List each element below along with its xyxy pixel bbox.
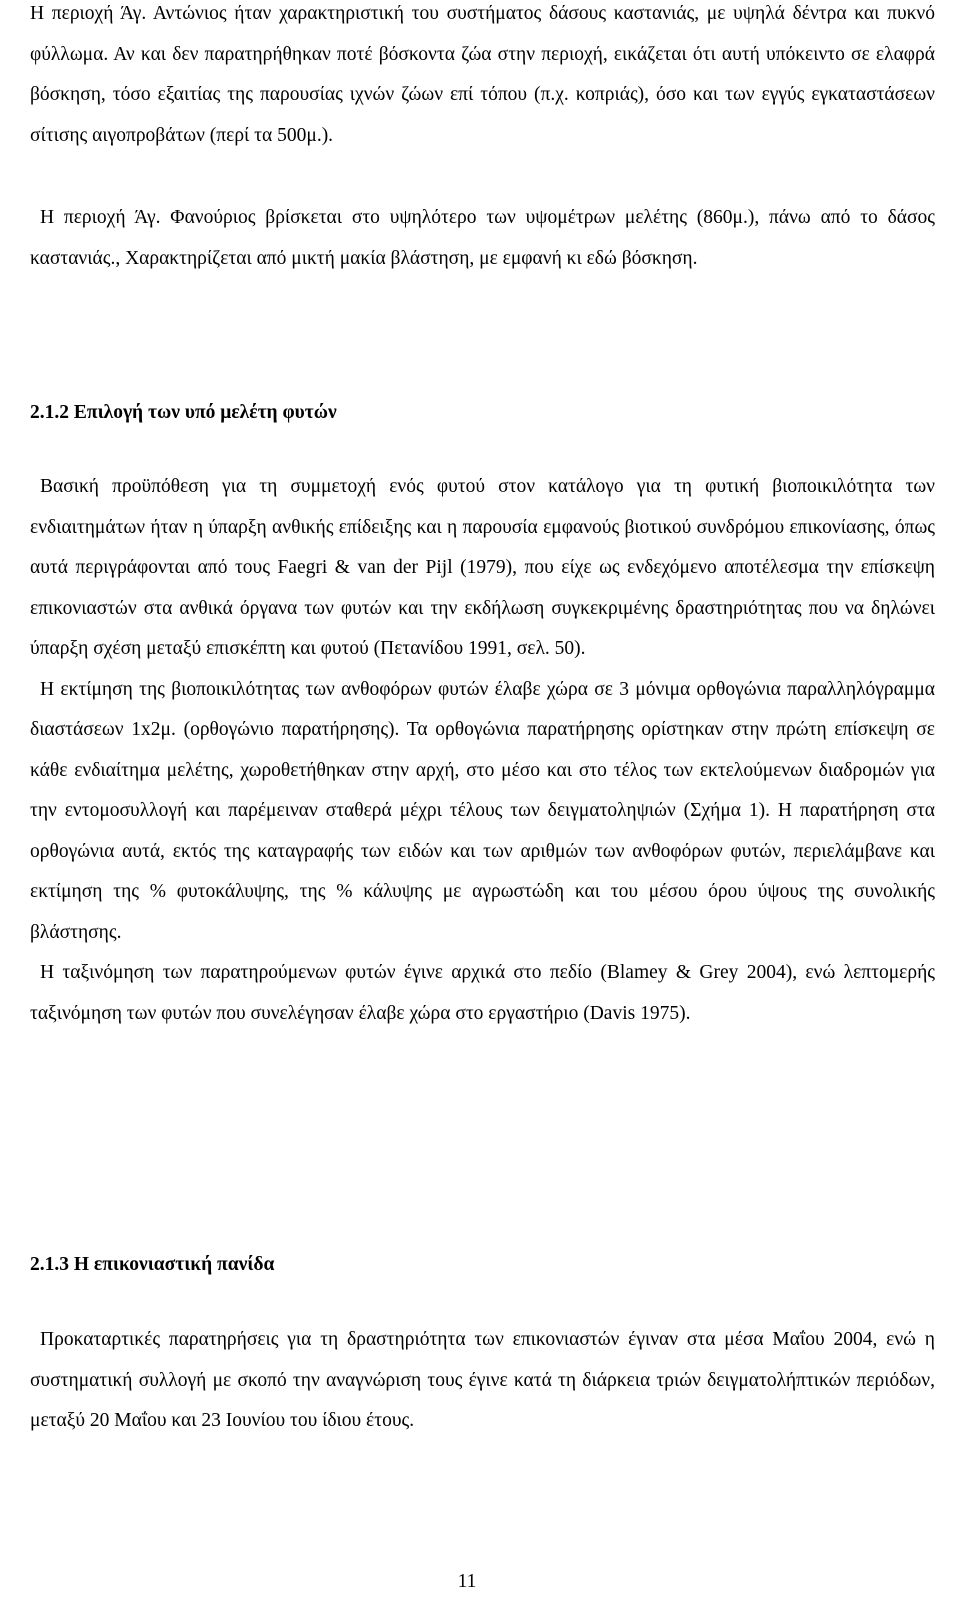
paragraph-plant-classification: Η ταξινόμηση των παρατηρούμενων φυτών έγινε αρχικά στο πεδίο (Blamey & Grey 2004), ενώ λεπτομερής ταξινόμηση των φυτών που συνελέγησαν έλαβε χώρα στο εργαστήριο (Davis 1975). — [30, 962, 935, 1024]
section-body-2-1-2 — [30, 467, 935, 1034]
section-heading-2-1-2: 2.1.2 Επιλογή των υπό μελέτη φυτών — [30, 402, 337, 423]
paragraph-biodiversity-estimation: Η εκτίμηση της βιοποικιλότητας των ανθοφόρων φυτών έλαβε χώρα σε 3 μόνιμα ορθογώνια παραλληλόγραμμα διαστάσεων 1x2μ. (ορθογώνιο παρατήρησης). Τα ορθογώνια παρατήρησης ορίστηκαν στην πρώτη επίσκεψη σε κάθε ενδιαίτημα μελέτης, χωροθετήθηκαν στην αρχή, στο μέσο και στο τέλος των εκτελούμενων διαδρομών για την εντομοσυλλογή και παρέμειναν σταθερά μέχρι τέλους των δειγματοληψιών (Σχήμα 1). Η παρατήρηση στα ορθογώνια αυτά, εκτός της καταγραφής των ειδών και των αριθμών των ανθοφόρων φυτών, περιελάμβανε και εκτίμηση της % φυτοκάλυψης, της % κάλυψης με αγρωστώδη και του μέσου όρου ύψους της συνολικής βλάστησης. — [30, 678, 935, 943]
section-heading-2-1-3: 2.1.3 Η επικονιαστική πανίδα — [30, 1254, 275, 1275]
paragraph-ag-antonios: Η περιοχή Άγ. Αντώνιος ήταν χαρακτηριστική του συστήματος δάσους καστανιάς, με υψηλά δέντρα και πυκνό φύλλωμα. Αν και δεν παρατηρήθηκαν ποτέ βόσκοντα ζώα στην περιοχή, εικάζεται ότι αυτή υπόκειντο σε ελαφρά βόσκηση, τόσο εξαιτίας της παρουσίας ιχνών ζώων επί τόπου (π.χ. κοπριάς), όσο και των εγγύς εγκαταστάσεων σίτισης αιγοπροβάτων (περί τα 500μ.). — [30, 3, 935, 146]
paragraph-pollinator-observations: Προκαταρτικές παρατηρήσεις για τη δραστηριότητα των επικονιαστών έγιναν στα μέσα Μαΐου 2004, ενώ η συστηματική συλλογή με σκοπό την αναγνώριση τους έγινε κατά τη διάρκεια τριών δειγματολήπτικών περιόδων, μεταξύ 20 Μαΐου και 23 Ιουνίου του ίδιου έτους. — [30, 1329, 935, 1431]
paragraph-plant-selection: Βασική προϋπόθεση για τη συμμετοχή ενός φυτού στον κατάλογο για τη φυτική βιοποικιλότητα των ενδιαιτημάτων ήταν η ύπαρξη ανθικής επίδειξης και η παρουσία εμφανούς βιοτικού συνδρόμου επικονίασης, όπως αυτά περιγράφονται από τους Faegri & van der Pijl (1979), που είχε ως ενδεχόμενο αποτέλεσμα την επίσκεψη επικονιαστών στα ανθικά όργανα των φυτών και την εκδήλωση συγκεκριμένης δραστηριότητας που να δηλώνει ύπαρξη σχέση μεταξύ επισκέπτη και φυτού (Πετανίδου 1991, σελ. 50). — [30, 476, 935, 659]
page-number: 11 — [457, 1571, 477, 1592]
paragraph-ag-fanourios: Η περιοχή Άγ. Φανούριος βρίσκεται στο υψηλότερο των υψομέτρων μελέτης (860μ.), πάνω από το δάσος καστανιάς., Χαρακτηρίζεται από μικτή μακία βλάστηση, με εμφανή κι εδώ βόσκηση. — [30, 207, 935, 269]
